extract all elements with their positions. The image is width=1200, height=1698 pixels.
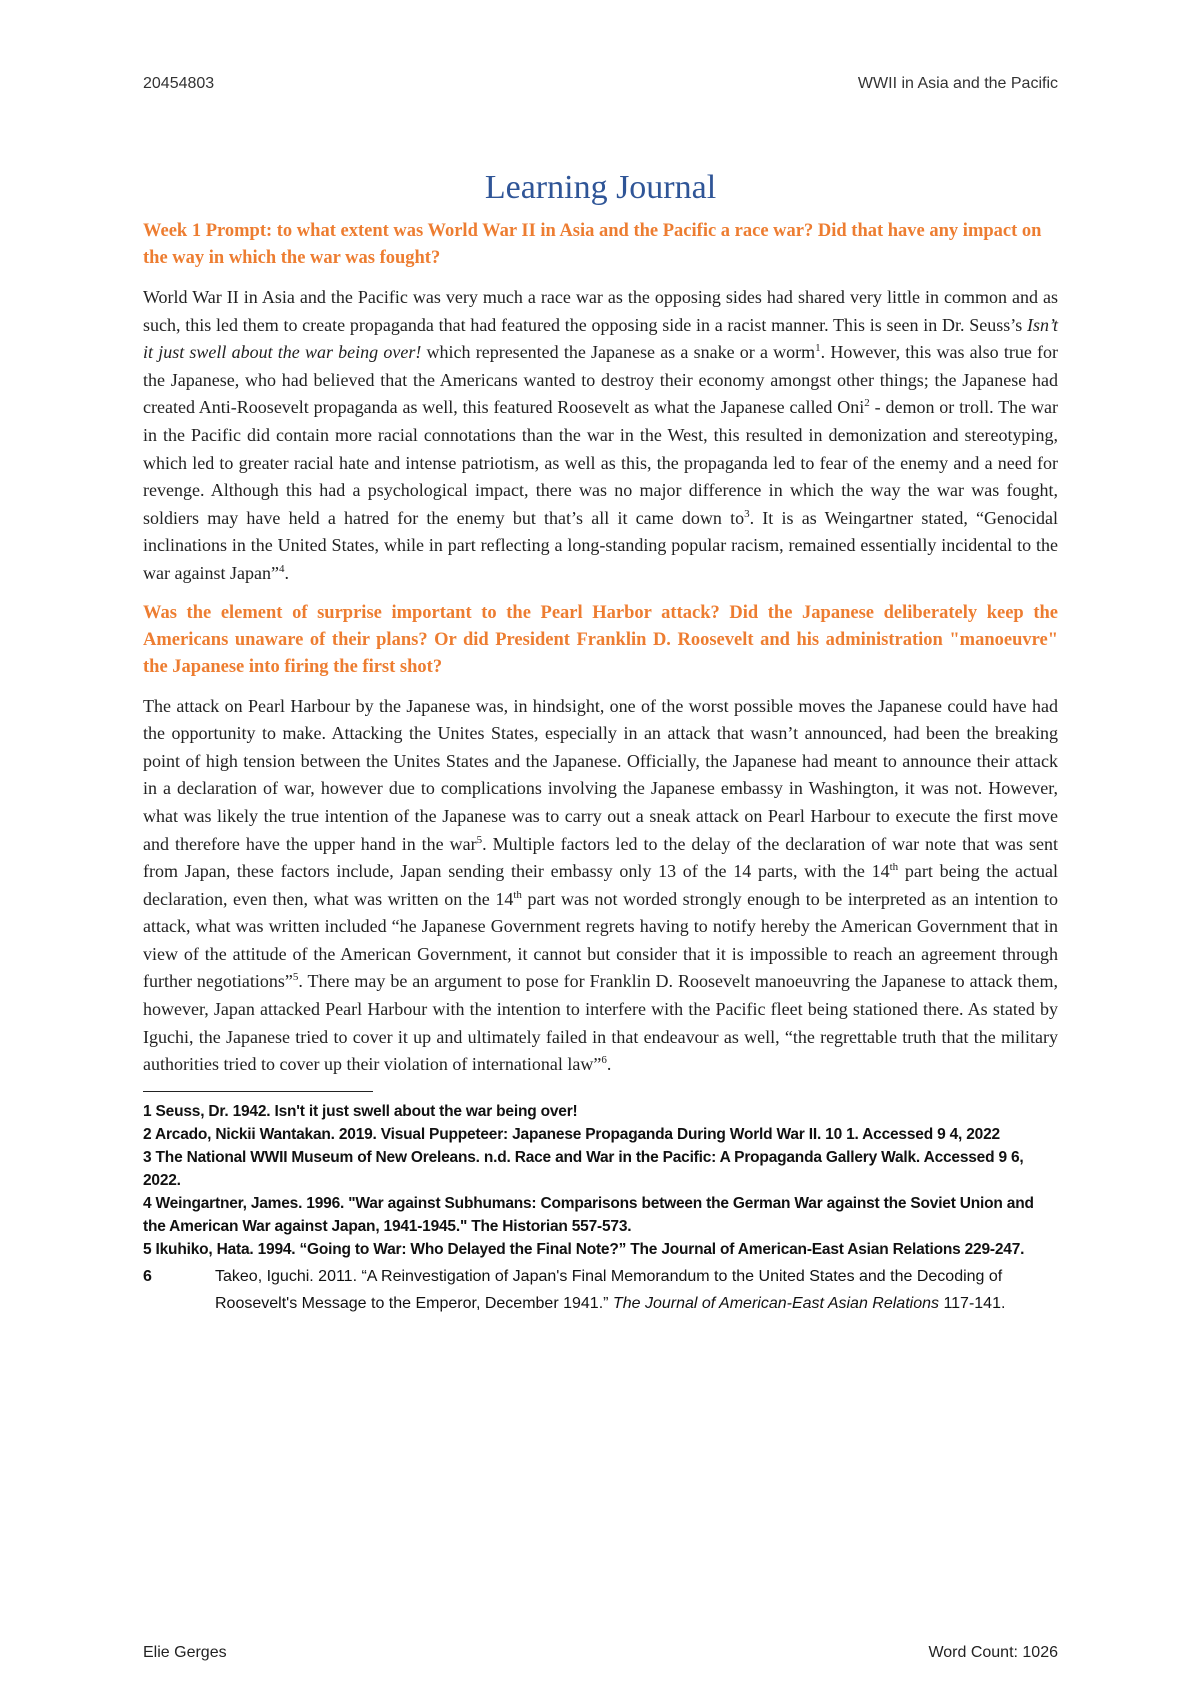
footnote-ref-2[interactable]: 2 [864, 397, 870, 410]
footnote-ref-4[interactable]: 4 [278, 562, 285, 575]
text-run: part was not worded strongly enough to be interpreted as an intention to attack, what was written included “he Japanese Government regrets having to notify hereby the American Government that in view of the attitude of the American Government, it cannot but consider that it is impossible to reach an agreement through further negotiations” [143, 888, 1058, 992]
text-run: part being the actual declaration, even then, what was written on the 14 [143, 861, 1058, 909]
text-run: . [606, 1054, 612, 1075]
footnote-1: 1 Seuss, Dr. 1942. Isn't it just swell about the war being over! [143, 1102, 578, 1120]
text-run: 117-141. [939, 1294, 1006, 1312]
text-run: . However, this was also true for the Japanese, who had believed that the Americans wanted to destroy their economy amongst other things; the Japanese had created Anti-Roosevelt propaganda as well, this featured Roosevelt as what the Japanese called Oni [143, 342, 1059, 418]
week2-prompt: Was the element of surprise important to the Pearl Harbor attack? Did the Japanese deliberately keep the Americans unaware of their plans? Or did President Franklin D. Roosevelt and his administration "manoeuvre" the Japanese into firing the first shot? [143, 602, 1058, 677]
paragraph-pearl-harbor [143, 693, 1058, 1079]
header-student-id: 20454803 [143, 75, 215, 92]
footnote-5: 5 Ikuhiko, Hata. 1994. “Going to War: Who Delayed the Final Note?” The Journal of American-East Asian Relations 229-247. [143, 1240, 1025, 1258]
page-title: Learning Journal [484, 169, 717, 206]
header-course-title: WWII in Asia and the Pacific [857, 75, 1058, 92]
text-run: The attack on Pearl Harbour by the Japanese was, in hindsight, one of the worst possible moves the Japanese could have had the opportunity to make. Attacking the Unites States, especially in an attack that wasn’t announced, had been the breaking point of high tension between the Unites States and the Japanese. Officially, the Japanese had meant to announce their attack in a declaration of war, however due to complications involving the Japanese embassy in Washington, it was not. However, what was likely the true intention of the Japanese was to carry out a sneak attack on Pearl Harbour to execute the first move and therefore have the upper hand in the war [143, 695, 1058, 854]
text-run: . [284, 562, 289, 583]
footnote-ref-1[interactable]: 1 [815, 342, 821, 355]
ordinal-suffix: th [889, 861, 899, 874]
footnote-separator [143, 1091, 373, 1092]
footnote-2: 2 Arcado, Nickii Wantakan. 2019. Visual Puppeteer: Japanese Propaganda During World War II. 10 1. Accessed 9 4, 2022 [143, 1125, 1000, 1143]
ordinal-suffix: th [513, 888, 522, 901]
footnote-6-number: 6 [143, 1267, 152, 1285]
text-run: Takeo, Iguchi. 2011. “A Reinvestigation of Japan's Final Memorandum to the United States and the Decoding of Roosevelt's Message to the Emperor, December 1941.” [215, 1267, 1003, 1312]
footer-word-count: Word Count: 1026 [928, 1644, 1058, 1661]
footnote-6-text [215, 1263, 1058, 1317]
footnote-ref-6[interactable]: 6 [601, 1054, 607, 1067]
text-run: World War II in Asia and the Pacific was very much a race war as the opposing sides had shared very little in common and as such, this led them to create propaganda that had featured the opposing side in a racist manner. This is seen in Dr. Seuss’s [143, 287, 1058, 335]
footnote-4: 4 Weingartner, James. 1996. "War against Subhumans: Comparisons between the German War against the Soviet Union and the American War against Japan, 1941-1945." The Historian 557-573. [143, 1194, 1034, 1235]
text-run: which represented the Japanese as a snake or a worm [421, 342, 816, 363]
document-body [143, 168, 1058, 1317]
footnote-ref-5b[interactable]: 5 [292, 971, 299, 984]
footnote-6 [143, 1263, 1058, 1317]
footnote-3: 3 The National WWII Museum of New Oreleans. n.d. Race and War in the Pacific: A Propaganda Gallery Walk. Accessed 9 6, 2022. [143, 1148, 1024, 1189]
week1-prompt: Week 1 Prompt: to what extent was World War II in Asia and the Pacific a race war? Did that have any impact on the way in which the war was fought? [143, 221, 1042, 268]
text-run: - demon or troll. The war in the Pacific did contain more racial connotations than the war in the West, this resulted in demonization and stereotyping, which led to greater racial hate and intense patriotism, as well as this, the propaganda led to fear of the enemy and a need for revenge. Although this had a psychological impact, there was no major difference in which the way the war was fought, soldiers may have held a hatred for the enemy but that’s all it came down to [143, 397, 1058, 528]
italic-title-run: Isn’t it just swell about the war being over! [143, 314, 1058, 363]
footnote-ref-5[interactable]: 5 [476, 833, 483, 846]
italic-journal-run: The Journal of American-East Asian Relations [612, 1294, 939, 1312]
text-run: . It is as Weingartner stated, “Genocidal inclinations in the United States, while in part reflecting a long-standing popular racism, remained essentially incidental to the war against Japan” [143, 507, 1058, 583]
footer-author: Elie Gerges [143, 1644, 227, 1661]
footnote-ref-3[interactable]: 3 [744, 507, 750, 520]
text-run: . Multiple factors led to the delay of the declaration of war note that was sent from Japan, these factors include, Japan sending their embassy only 13 of the 14 parts, with the 14 [143, 833, 1058, 882]
text-run: . There may be an argument to pose for Franklin D. Roosevelt manoeuvring the Japanese to attack them, however, Japan attacked Pearl Harbour with the intention to interfere with the Pacific fleet being stationed there. As stated by Iguchi, the Japanese tried to cover it up and ultimately failed in that endeavour as well, “the regrettable truth that the military authorities tried to cover up their violation of international law” [143, 971, 1058, 1075]
paragraph-race-war [143, 284, 1058, 588]
